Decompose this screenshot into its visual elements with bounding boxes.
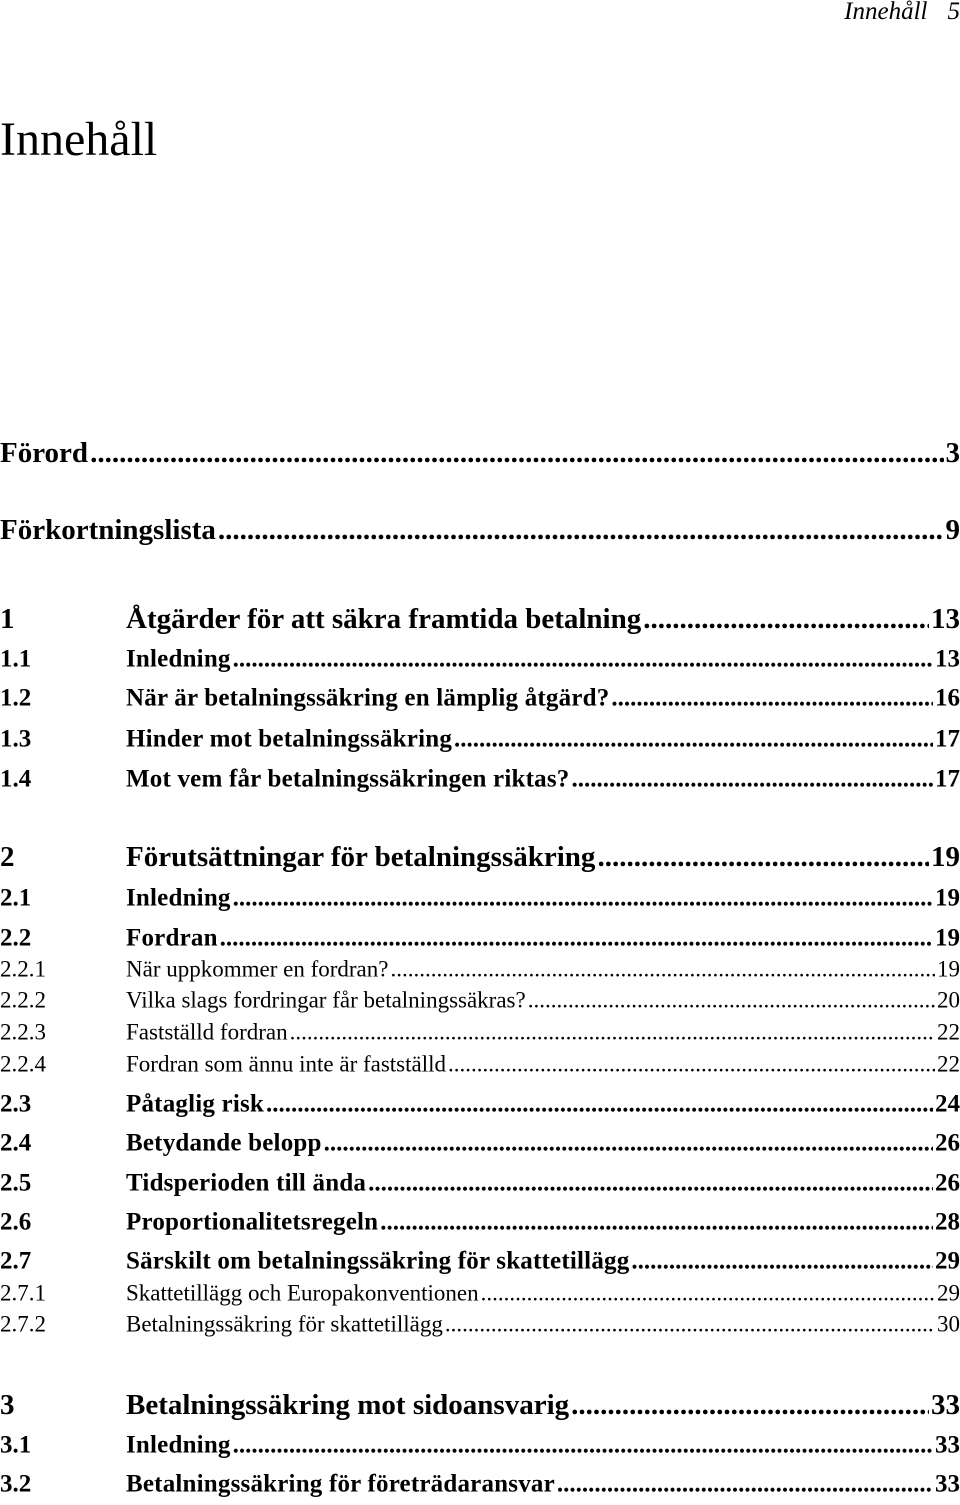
toc-entry-label: Påtaglig risk: [126, 1090, 265, 1118]
running-header-title: Innehåll: [844, 0, 928, 25]
toc-entry-number: 1.3: [0, 725, 32, 753]
toc-dot-leader: [454, 726, 933, 754]
running-header: [844, 0, 960, 26]
toc-entry-page: 29: [935, 1247, 960, 1275]
toc-entry-page: 30: [937, 1311, 960, 1337]
toc-entry-label: Betalningssäkring för företrädaransvar: [126, 1470, 555, 1498]
toc-entry-page: 24: [935, 1090, 960, 1118]
toc-entry-number: 2.1: [0, 884, 32, 912]
toc-entry-label: Inledning: [126, 1431, 231, 1459]
toc-entry-label: Skattetillägg och Europakonventionen: [126, 1280, 479, 1306]
toc-entry[interactable]: [0, 1432, 960, 1460]
toc-entry[interactable]: [0, 1020, 960, 1046]
toc-entry-label: Hinder mot betalningssäkring: [126, 725, 453, 753]
toc-entry-number: 2.2.2: [0, 987, 46, 1013]
toc-entry-page: 26: [935, 1169, 960, 1197]
toc-entry-page: 13: [931, 602, 960, 635]
toc-entry-page: 20: [937, 987, 960, 1013]
toc-entry-label: Förord: [0, 436, 89, 469]
toc-entry[interactable]: [0, 885, 960, 913]
toc-entry-page: 19: [935, 924, 960, 952]
toc-entry[interactable]: [0, 603, 960, 636]
toc-dot-leader: [571, 766, 933, 794]
toc-dot-leader: [220, 925, 933, 953]
toc-entry-number: 2.4: [0, 1129, 32, 1157]
page-number: 5: [947, 0, 960, 25]
toc-dot-leader: [611, 685, 933, 713]
toc-entry-number: 1.1: [0, 645, 32, 673]
toc-entry-page: 33: [935, 1470, 960, 1498]
toc-entry[interactable]: [0, 1389, 960, 1422]
toc-entry[interactable]: [0, 1209, 960, 1237]
toc-entry-number: 3.1: [0, 1431, 32, 1459]
toc-dot-leader: [233, 646, 933, 674]
toc-entry[interactable]: [0, 1312, 960, 1338]
toc-entry-label: Betydande belopp: [126, 1129, 322, 1157]
toc-entry-number: 2.2.4: [0, 1051, 46, 1077]
toc-entry-page: 16: [935, 684, 960, 712]
toc-entry-page: 17: [935, 725, 960, 753]
toc-entry-page: 33: [935, 1431, 960, 1459]
toc-entry[interactable]: [0, 1170, 960, 1198]
toc-entry-page: 19: [937, 956, 960, 982]
toc-dot-leader: [290, 1020, 935, 1046]
toc-dot-leader: [445, 1312, 935, 1338]
toc-entry-label: Betalningssäkring mot sidoansvarig: [126, 1388, 570, 1421]
toc-dot-leader: [528, 988, 935, 1014]
toc-dot-leader: [390, 957, 935, 983]
page-title: Innehåll: [0, 113, 158, 166]
toc-dot-leader: [266, 1091, 933, 1119]
toc-entry[interactable]: [0, 1130, 960, 1158]
toc-entry[interactable]: [0, 1248, 960, 1276]
toc-entry-label: Betalningssäkring för skattetillägg: [126, 1311, 443, 1337]
toc-entry-number: 3.2: [0, 1470, 32, 1498]
toc-dot-leader: [631, 1248, 933, 1276]
toc-dot-leader: [571, 1389, 929, 1422]
toc-entry-label: Tidsperioden till ända: [126, 1169, 367, 1197]
toc-entry-number: 2.7: [0, 1247, 32, 1275]
toc-entry[interactable]: [0, 957, 960, 983]
toc-entry-label: Åtgärder för att säkra framtida betalning: [126, 602, 642, 635]
toc-dot-leader: [448, 1052, 935, 1078]
toc-entry-page: 19: [931, 840, 960, 873]
toc-entry-label: Inledning: [126, 645, 231, 673]
toc-entry-label: Proportionalitetsregeln: [126, 1208, 379, 1236]
toc-entry[interactable]: [0, 925, 960, 953]
toc-entry-number: 3: [0, 1388, 15, 1421]
toc-entry-number: 2.5: [0, 1169, 32, 1197]
toc-entry[interactable]: [0, 1471, 960, 1499]
toc-dot-leader: [90, 437, 943, 470]
toc-entry-number: 2.2.3: [0, 1019, 46, 1045]
toc-entry[interactable]: [0, 1091, 960, 1119]
toc-entry-number: 2.7.2: [0, 1311, 46, 1337]
toc-entry-page: 22: [937, 1019, 960, 1045]
toc-entry-page: 9: [945, 513, 960, 546]
toc-entry-number: 1: [0, 602, 15, 635]
toc-entry-number: 2.6: [0, 1208, 32, 1236]
toc-dot-leader: [324, 1130, 933, 1158]
toc-entry-page: 13: [935, 645, 960, 673]
toc-entry-page: 3: [945, 436, 960, 469]
toc-entry[interactable]: [0, 1052, 960, 1078]
toc-entry[interactable]: [0, 988, 960, 1014]
toc-entry-label: När uppkommer en fordran?: [126, 956, 389, 982]
toc-entry[interactable]: [0, 514, 960, 547]
toc-entry-page: 33: [931, 1388, 960, 1421]
toc-entry[interactable]: [0, 685, 960, 713]
toc-entry-number: 1.4: [0, 765, 32, 793]
toc-dot-leader: [233, 885, 933, 913]
toc-dot-leader: [597, 841, 929, 874]
toc-entry[interactable]: [0, 766, 960, 794]
toc-entry[interactable]: [0, 1281, 960, 1307]
toc-entry-label: Mot vem får betalningssäkringen riktas?: [126, 765, 570, 793]
toc-entry-number: 2.3: [0, 1090, 32, 1118]
toc-entry-label: Förutsättningar för betalningssäkring: [126, 840, 596, 873]
toc-entry-label: Vilka slags fordringar får betalningssäkras?: [126, 987, 526, 1013]
toc-entry-number: 2: [0, 840, 15, 873]
toc-entry-page: 17: [935, 765, 960, 793]
toc-entry[interactable]: [0, 726, 960, 754]
toc-entry-label: Fastställd fordran: [126, 1019, 288, 1045]
toc-entry-label: När är betalningssäkring en lämplig åtgärd?: [126, 684, 610, 712]
toc-entry-page: 19: [935, 884, 960, 912]
toc-entry[interactable]: [0, 841, 960, 874]
toc-entry-label: Särskilt om betalningssäkring för skattetillägg: [126, 1247, 630, 1275]
toc-dot-leader: [643, 603, 929, 636]
toc-entry-label: Fordran som ännu inte är fastställd: [126, 1051, 447, 1077]
toc-dot-leader: [368, 1170, 933, 1198]
toc-entry-label: Inledning: [126, 884, 231, 912]
toc-entry-number: 2.2: [0, 924, 32, 952]
toc-entry-page: 22: [937, 1051, 960, 1077]
toc-entry[interactable]: [0, 646, 960, 674]
toc-dot-leader: [557, 1471, 933, 1499]
toc-entry-page: 26: [935, 1129, 960, 1157]
toc-entry-label: Fordran: [126, 924, 218, 952]
toc-dot-leader: [233, 1432, 933, 1460]
toc-entry-number: 2.7.1: [0, 1280, 46, 1306]
toc-entry[interactable]: [0, 437, 960, 470]
toc-entry-number: 1.2: [0, 684, 32, 712]
toc-dot-leader: [481, 1281, 935, 1307]
toc-entry-label: Förkortningslista: [0, 513, 216, 546]
toc-entry-number: 2.2.1: [0, 956, 46, 982]
toc-dot-leader: [380, 1209, 933, 1237]
toc-entry-page: 28: [935, 1208, 960, 1236]
toc-entry-page: 29: [937, 1280, 960, 1306]
toc-dot-leader: [218, 514, 944, 547]
